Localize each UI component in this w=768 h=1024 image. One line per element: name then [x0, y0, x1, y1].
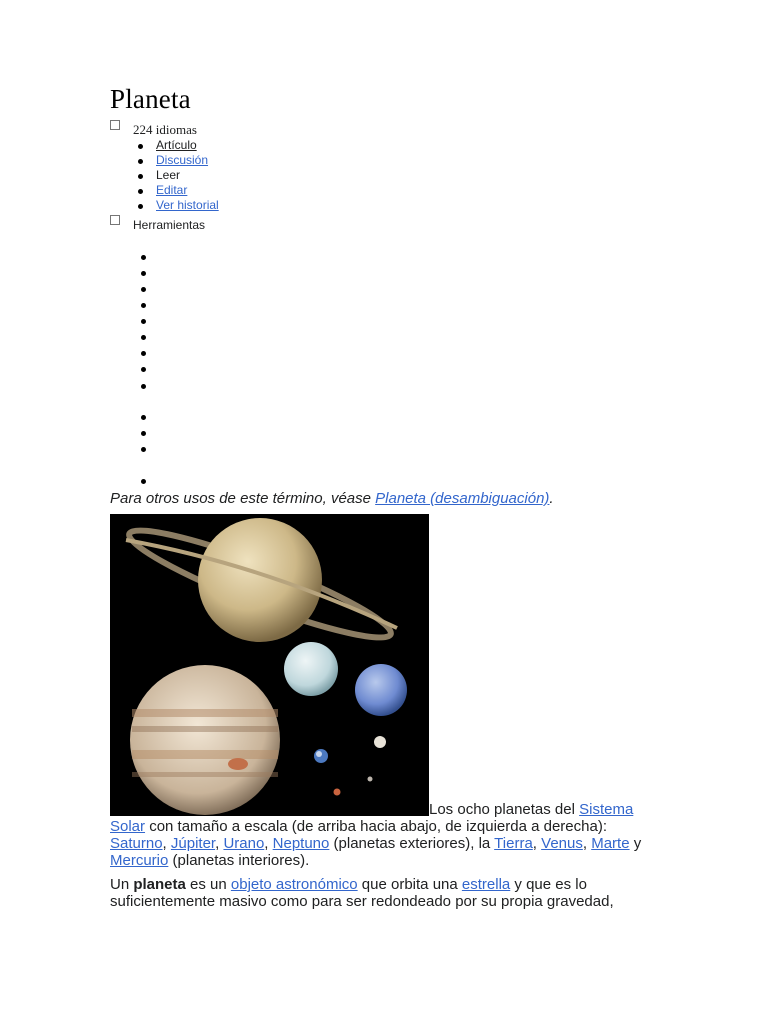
- tab-editar-label[interactable]: Editar: [156, 183, 188, 197]
- caption-text: Los ocho planetas del: [429, 801, 580, 818]
- link-marte[interactable]: Marte: [591, 835, 630, 852]
- term-planeta: planeta: [133, 876, 186, 893]
- tool-item[interactable]: [141, 447, 146, 452]
- caption-text: y: [629, 835, 642, 852]
- link-objeto-astronomico[interactable]: objeto astronómico: [230, 876, 358, 893]
- saturn: [122, 515, 398, 653]
- tab-discusion-label[interactable]: Discusión: [156, 153, 209, 167]
- link-neptuno[interactable]: Neptuno: [272, 835, 330, 852]
- venus: [374, 736, 386, 748]
- intro-text: que orbita una: [357, 876, 462, 893]
- tab-leer[interactable]: [156, 168, 219, 183]
- tab-ver-historial[interactable]: [156, 198, 219, 213]
- mercury: [368, 777, 373, 782]
- tools-checkbox[interactable]: [110, 215, 120, 225]
- tool-item[interactable]: [141, 415, 146, 420]
- intro-text: es un: [185, 876, 231, 893]
- tab-articulo[interactable]: [156, 138, 208, 153]
- hatnote-suffix: .: [549, 490, 554, 507]
- tab-editar[interactable]: [156, 183, 219, 198]
- tool-item[interactable]: [141, 271, 146, 276]
- link-venus[interactable]: Venus: [541, 835, 583, 852]
- tab-discusion[interactable]: [156, 153, 208, 168]
- caption-text: ,: [582, 835, 592, 852]
- tool-item[interactable]: [141, 303, 146, 308]
- tool-item[interactable]: [141, 431, 146, 436]
- caption-text: (planetas exteriores), la: [329, 835, 495, 852]
- tab-articulo-label[interactable]: Artículo: [156, 138, 197, 152]
- caption-text: (planetas interiores).: [168, 852, 310, 869]
- image-caption: [110, 801, 650, 869]
- intro-text: y que es lo suficientemente masivo como para ser redondeado por su propia gravedad,: [110, 876, 614, 910]
- disambiguation-link[interactable]: Planeta (desambiguación): [375, 490, 550, 507]
- link-mercurio[interactable]: Mercurio: [110, 852, 169, 869]
- tool-item[interactable]: [141, 319, 146, 324]
- link-urano[interactable]: Urano: [223, 835, 265, 852]
- link-tierra[interactable]: Tierra: [494, 835, 533, 852]
- uranus: [284, 642, 338, 696]
- intro-text: Un: [110, 876, 134, 893]
- link-jupiter[interactable]: Júpiter: [170, 835, 216, 852]
- caption-text: ,: [162, 835, 171, 852]
- tab-ver-historial-label[interactable]: Ver historial: [156, 198, 219, 212]
- caption-text: ,: [532, 835, 542, 852]
- page-title: Planeta: [110, 84, 191, 114]
- hatnote-text: Para otros usos de este término, véase: [110, 490, 376, 507]
- caption-text: con tamaño a escala (de arriba hacia abajo, de izquierda a derecha):: [145, 818, 607, 835]
- caption-text: ,: [264, 835, 273, 852]
- link-sistema-solar[interactable]: Sistema Solar: [110, 801, 634, 835]
- neptune: [355, 664, 407, 716]
- link-estrella[interactable]: estrella: [461, 876, 511, 893]
- solar-system-image[interactable]: [110, 514, 429, 816]
- planets-illustration: [110, 514, 429, 816]
- link-saturno[interactable]: Saturno: [110, 835, 163, 852]
- jupiter: [130, 665, 280, 815]
- namespace-tabs: [156, 138, 208, 168]
- tool-item[interactable]: [141, 335, 146, 340]
- view-tabs: [156, 168, 219, 213]
- languages-label[interactable]: 224 idiomas: [133, 122, 197, 137]
- tool-item[interactable]: [141, 351, 146, 356]
- languages-checkbox[interactable]: [110, 120, 120, 130]
- tool-item[interactable]: [141, 479, 146, 484]
- hatnote: [110, 489, 554, 508]
- tool-item[interactable]: [141, 367, 146, 372]
- tool-item[interactable]: [141, 255, 146, 260]
- intro-paragraph: [110, 876, 650, 910]
- caption-text: ,: [215, 835, 224, 852]
- mars: [334, 789, 341, 796]
- tool-item[interactable]: [141, 384, 146, 389]
- tab-leer-label[interactable]: Leer: [156, 168, 181, 182]
- tool-item[interactable]: [141, 287, 146, 292]
- tools-label[interactable]: Herramientas: [133, 218, 206, 232]
